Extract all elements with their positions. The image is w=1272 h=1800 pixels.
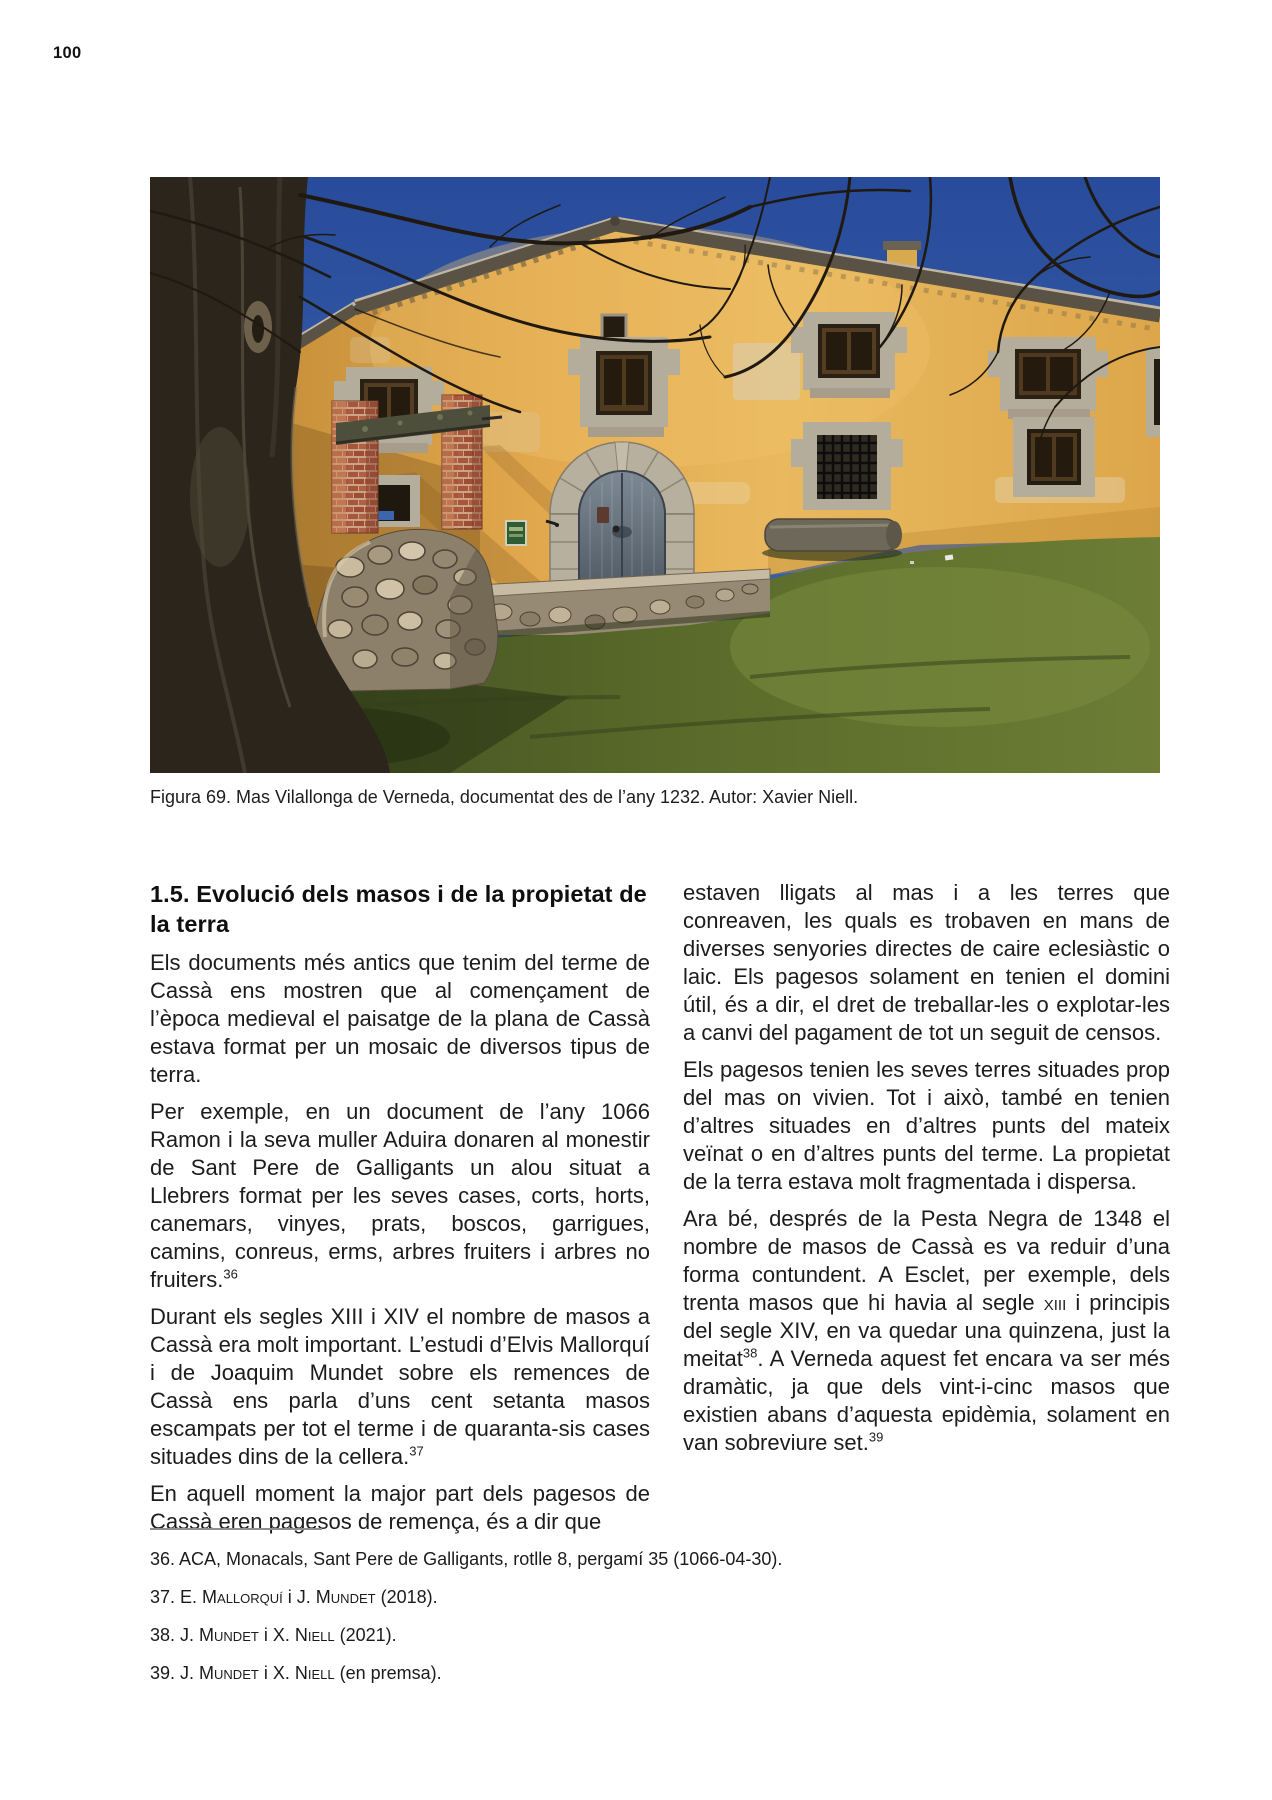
section-heading: 1.5. Evolució dels masos i de la propietat de la terra — [150, 881, 647, 937]
footnote-separator — [150, 1528, 322, 1530]
right-column-paragraphs — [683, 879, 1170, 1457]
window-right-lower-grille — [791, 422, 903, 510]
footnote-list — [150, 1548, 1160, 1684]
paragraph: Durant els segles XIII i XIV el nombre de masos a Cassà era molt important. L’estudi d’Elvis Mallorquí i de Joaquim Mundet sobre els remences de Cassà ens parla d’uns cent setanta masos escampats per tot el terme i de quaranta-sis cases situades dins de la cellera.$^{37}$ — [150, 1304, 650, 1469]
window-right-lower-2 — [1013, 417, 1095, 497]
figure-caption: Figura 69. Mas Vilallonga de Verneda, documentat des de l’any 1232. Autor: Xavier Niell. — [150, 787, 859, 807]
text-column-right — [683, 879, 1170, 1457]
footnotes — [150, 1528, 1160, 1700]
text-column-left — [150, 879, 650, 1536]
paragraph: estaven lligats al mas i a les terres que conreaven, les quals es trobaven en mans de diverses senyories directes de caire eclesiàstic o laic. Els pagesos solament en tenien el domini útil, és a dir, el dret de treballar-les o explotar-les a canvi del pagament de tot un seguit de censos. — [683, 880, 1170, 1045]
page-number: 100 — [53, 44, 82, 62]
window-right-upper-2 — [988, 337, 1108, 419]
footnote: 39. J. Mundet i X. Niell (en premsa). — [150, 1663, 442, 1683]
footnote: 36. ACA, Monacals, Sant Pere de Galligants, rotlle 8, pergamí 35 (1066-04-30). — [150, 1549, 783, 1569]
stone-trough — [762, 519, 902, 561]
farmhouse-illustration — [150, 177, 1160, 773]
paragraph: En aquell moment la major part dels pagesos de Cassà eren pagesos de remença, és a dir que — [150, 1481, 650, 1534]
left-column-paragraphs — [150, 949, 650, 1536]
paragraph: Els pagesos tenien les seves terres situades prop del mas on vivien. Tot i això, també en tenien d’altres situades en d’altres punts del mateix veïnat o en d’altres punts del terme. La propietat de la terra estava molt fragmentada i dispersa. — [683, 1057, 1170, 1194]
footnote: 38. J. Mundet i X. Niell (2021). — [150, 1625, 397, 1645]
paragraph: Per exemple, en un document de l’any 1066 Ramon i la seva muller Aduira donaren al monestir de Sant Pere de Galligants un alou situat a Llebrers format per les seves cases, corts, horts, canemars, vinyes, prats, boscos, garrigues, camins, conreus, erms, arbres fruiters i arbres no fruiters.$^{36}$ — [150, 1099, 650, 1292]
paragraph: Els documents més antics que tenim del terme de Cassà ens mostren que al començament de l’època medieval el paisatge de la plana de Cassà estava format per un mosaic de diversos tipus de terra. — [150, 950, 650, 1087]
footnote: 37. E. Mallorquí i J. Mundet (2018). — [150, 1587, 438, 1607]
green-plaque — [506, 521, 526, 545]
figure-photo — [150, 177, 1160, 773]
paragraph: Ara bé, després de la Pesta Negra de 1348 el nombre de masos de Cassà es va reduir d’una forma contundent. A Esclet, per exemple, dels trenta masos que hi havia al segle xiii i principis del segle XIV, en va quedar una quinzena, just la meitat$^{38}$. A Verneda aquest fet encara va ser més dramàtic, ja que dels vint-i-cinc masos que existien abans d’aquesta epidèmia, solament en van sobreviure set.$^{39}$ — [683, 1206, 1171, 1455]
window-edge-partial — [1146, 347, 1160, 437]
window-right-upper-1 — [791, 312, 907, 398]
